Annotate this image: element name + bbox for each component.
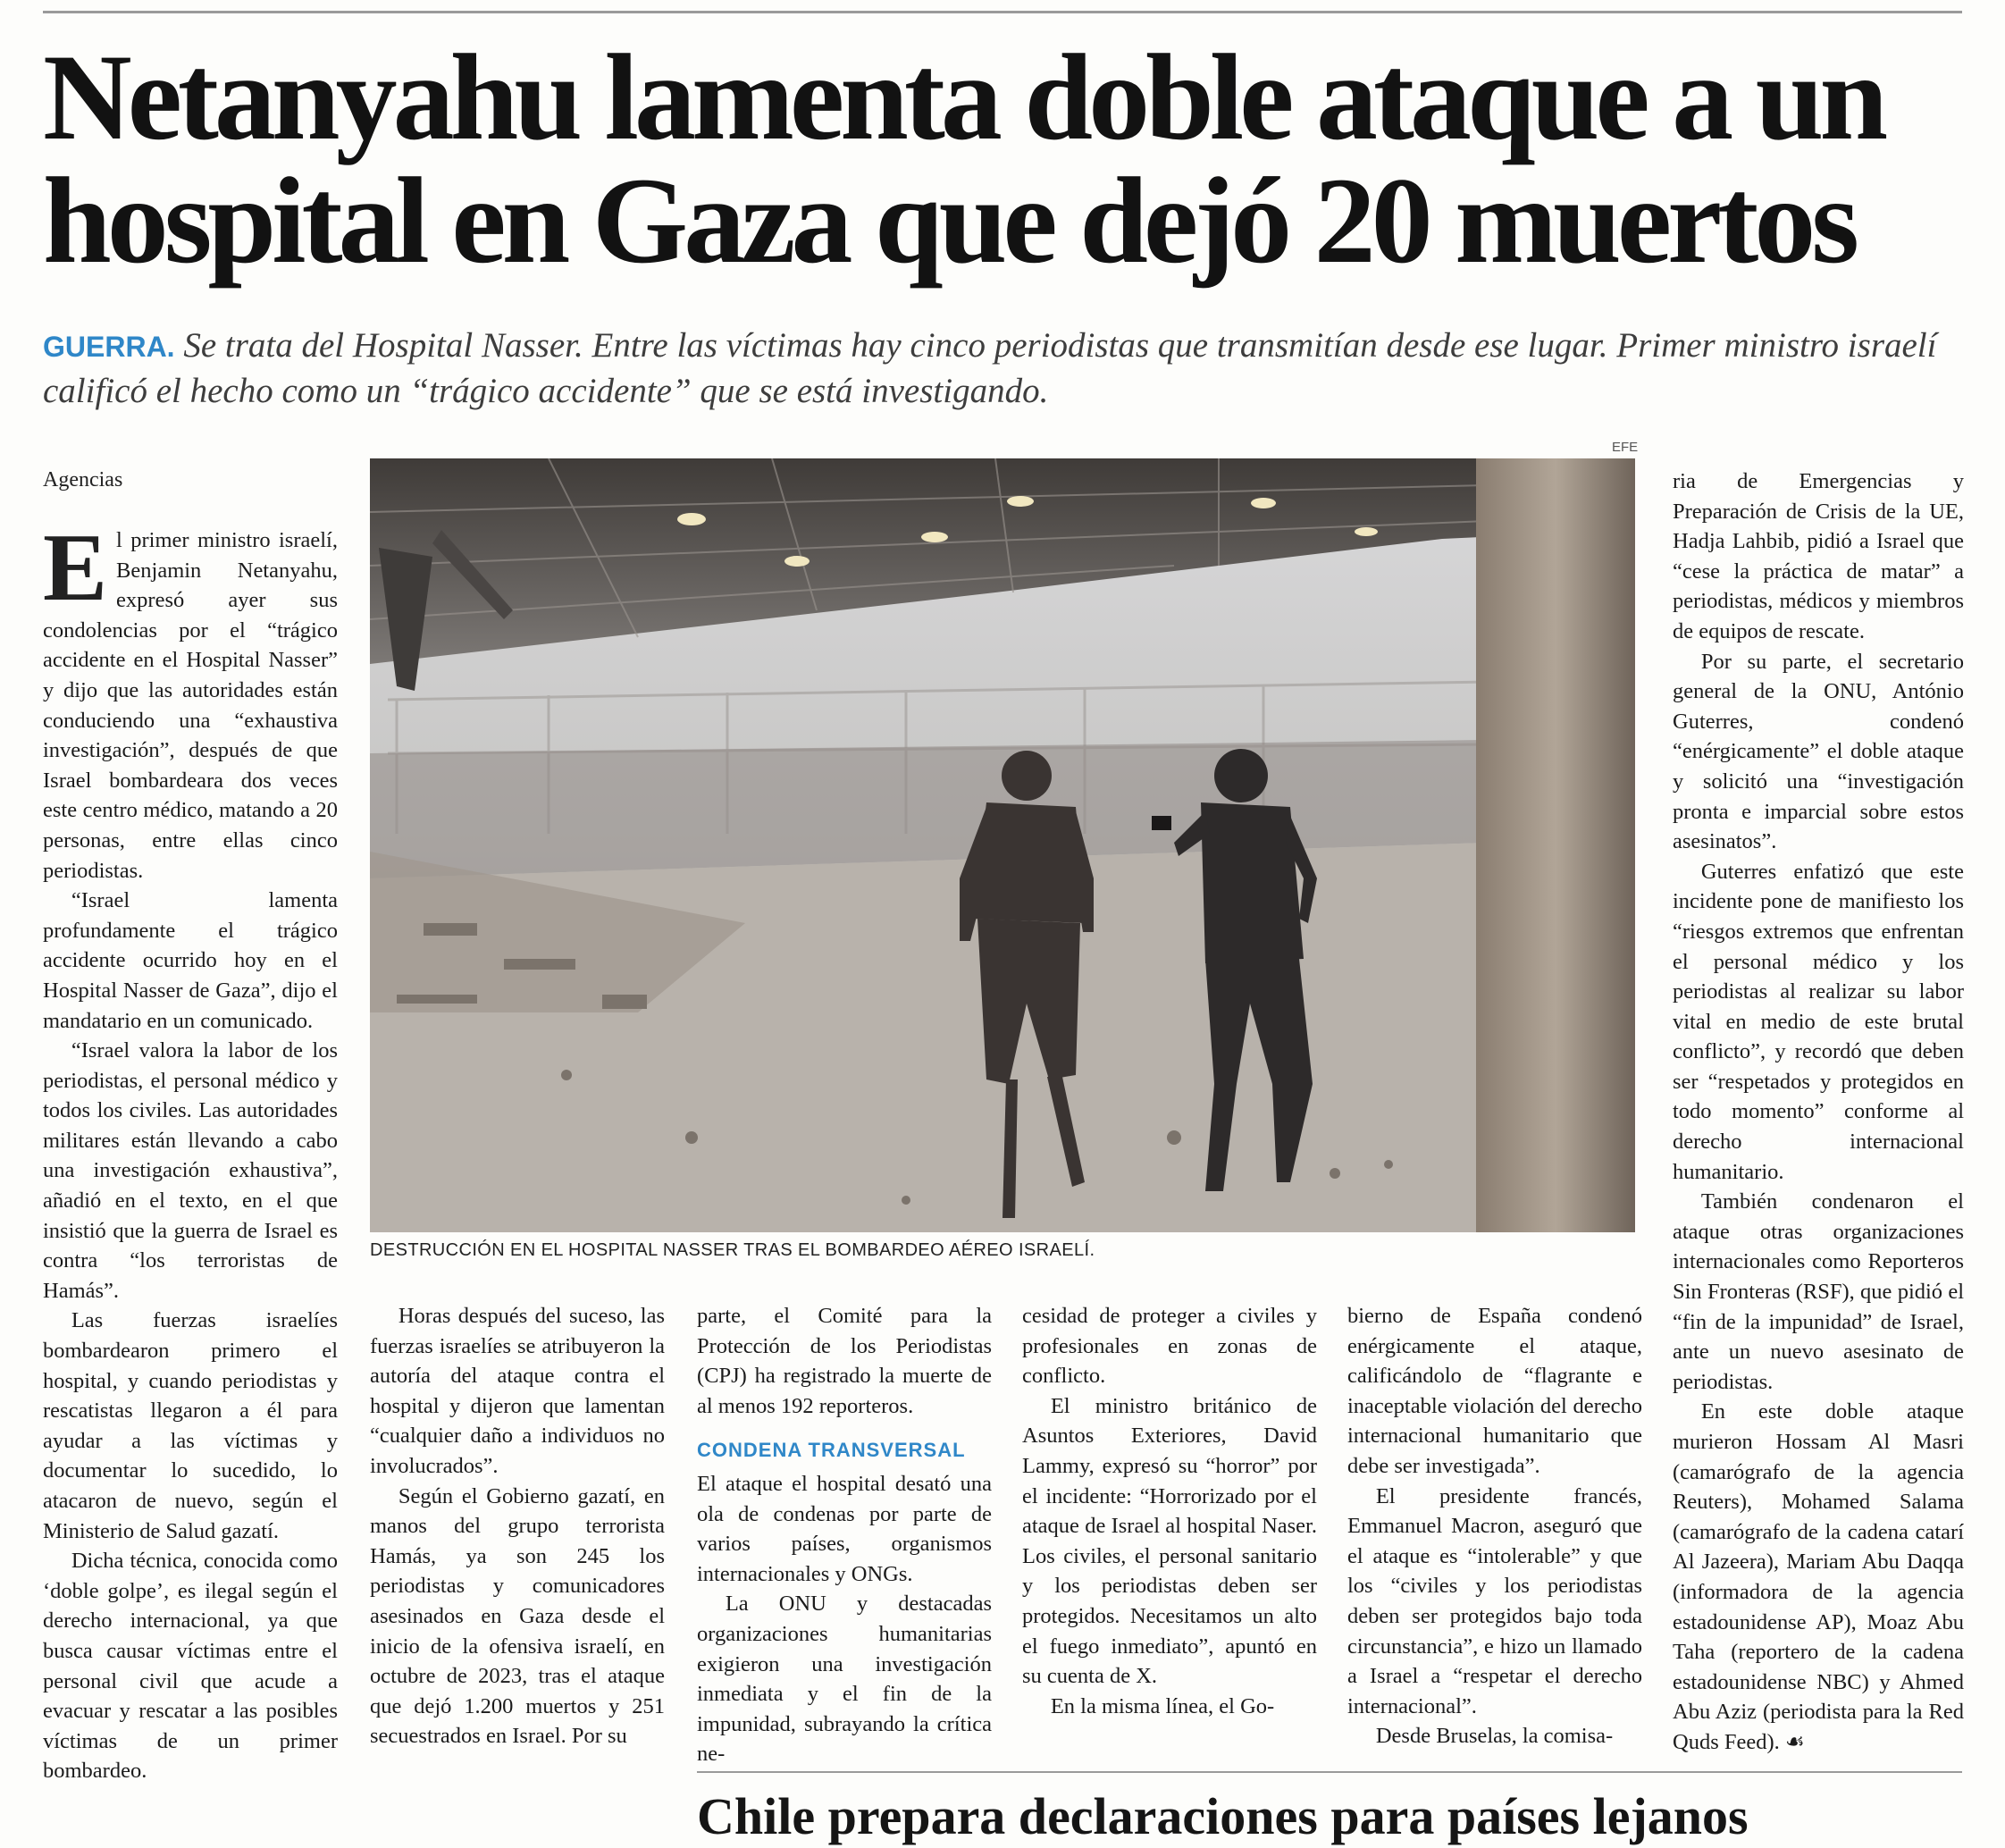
paragraph: Horas después del suceso, las fuerzas israelíes se atribuyeron la autoría del ataque contra el hospital y dijeron que lamentan “cualquier daño a individuos no involucrados”. [370, 1304, 665, 1478]
paragraph: “Israel valora la labor de los periodistas, el personal médico y todos los civiles. Las autoridades militares están llevando a cabo una investigación exhaustiva”, añadió en el texto, en el que insistió que la guerra de Israel es contra “los terroristas de Hamás”. [43, 1038, 338, 1303]
column-1 [43, 515, 338, 1786]
paragraph: También condenaron el ataque otras organizaciones internacionales como Reporteros Sin Fronteras (RSF), que pidió el “fin de la impunidad” de Israel, ante un nuevo asesinato de periodistas. [1673, 1189, 1964, 1394]
paragraph: parte, el Comité para la Protección de los Periodistas (CPJ) ha registrado la muerte de al menos 192 reporteros. [697, 1304, 992, 1418]
paragraph: Dicha técnica, conocida como ‘doble golpe’, es ilegal según el derecho internacional, ya que busca causar víctimas entre el personal civil que acude a evacuar y rescatar a las posibles víctimas de un primer bombardeo. [43, 1549, 338, 1784]
deck [43, 323, 1973, 414]
photo-credit: EFE [1612, 440, 1639, 455]
column-2 [370, 1301, 665, 1751]
end-mark-icon: ☙ [1784, 1729, 1805, 1754]
drop-cap: E [43, 515, 108, 621]
paragraph: Según el Gobierno gazatí, en manos del grupo terrorista Hamás, ya son 245 los periodistas y comunicadores asesinados en Gaza desde el inicio de la ofensiva israelí, en octubre de 2023, tras el ataque que dejó 1.200 muertos y 251 secuestrados en Israel. Por su [370, 1483, 665, 1749]
paragraph: Las fuerzas israelíes bombardearon primero el hospital, y cuando periodistas y rescatistas llegaron a él para ayudar a las víctimas y documentar lo sucedido, lo atacaron de nuevo, según el Ministerio de Salud gazatí. [43, 1308, 338, 1543]
paragraph: La ONU y destacadas organizaciones humanitarias exigieron una investigación inmediata y el fin de la impunidad, subrayando la crítica ne- [697, 1592, 992, 1767]
paragraph: “Israel lamenta profundamente el trágico accidente ocurrido hoy en el Hospital Nasser de Gaza”, dijo el mandatario en un comunicado. [43, 888, 338, 1033]
paragraph: ria de Emergencias y Preparación de Crisis de la UE, Hadja Lahbib, pidió a Israel que “cese la práctica de matar” a periodistas, médicos y miembros de equipos de rescate. [1673, 469, 1964, 643]
subhead: CONDENA TRANSVERSAL [697, 1439, 966, 1462]
top-rule [43, 11, 1962, 13]
column-4 [1022, 1301, 1317, 1721]
paragraph: El primer ministro israelí, Benjamin Netanyahu, expresó ayer sus condolencias por el “trágico accidente en el Hospital Nasser” y dijo que las autoridades están conduciendo una “exhaustiva investigación”, después de que Israel bombardeara dos veces este centro médico, matando a 20 personas, entre ellas cinco periodistas. [43, 515, 338, 883]
next-article-headline: Chile prepara declaraciones para países lejanos [697, 1787, 1749, 1845]
photo-caption: DESTRUCCIÓN EN EL HOSPITAL NASSER TRAS EL BOMBARDEO AÉREO ISRAELÍ. [370, 1240, 1095, 1260]
news-photo [370, 458, 1635, 1232]
column-5 [1347, 1301, 1642, 1751]
paragraph: El ministro británico de Asuntos Exteriores, David Lammy, expresó su “horror” por el incidente: “Horrorizado por el ataque de Israel al hospital Naser. Los civiles, el personal sanitario y los periodistas deben ser protegidos. Necesitamos un alto el fuego inmediato”, apuntó en su cuenta de X. [1022, 1393, 1317, 1689]
paragraph: cesidad de proteger a civiles y profesionales en zonas de conflicto. [1022, 1304, 1317, 1389]
paragraph: Guterres enfatizó que este incidente pone de manifiesto los “riesgos extremos que enfrentan el personal médico y los periodistas al realizar su labor vital en medio de este brutal conflicto”, y recordó que deben ser “respetados y protegidos en todo momento” conforme al derecho internacional humanitario. [1673, 859, 1964, 1184]
kicker: GUERRA. [43, 331, 175, 363]
paragraph: Desde Bruselas, la comisa- [1375, 1724, 1614, 1749]
column-3 [697, 1301, 992, 1769]
column-6 [1673, 466, 1964, 1758]
byline: Agencias [43, 468, 123, 491]
bottom-rule [697, 1771, 1962, 1773]
deck-text: Se trata del Hospital Nasser. Entre las víctimas hay cinco periodistas que transmitían desde ese lugar. Primer ministro israelí calificó el hecho como un “trágico accidente” que se está investigando. [43, 326, 1937, 410]
paragraph: En la misma línea, el Go- [1050, 1693, 1275, 1718]
paragraph: bierno de España condenó enérgicamente el ataque, calificándolo de “flagrante e inaceptable violación del derecho internacional humanitario que debe ser investigada”. [1347, 1304, 1642, 1478]
paragraph: El presidente francés, Emmanuel Macron, aseguró que el ataque es “intolerable” y que los “civiles y los periodistas deben ser protegidos bajo toda circunstancia”, e hizo un llamado a Israel a “respetar el derecho internacional”. [1347, 1483, 1642, 1718]
paragraph: Por su parte, el secretario general de la ONU, António Guterres, condenó “enérgicamente” el doble ataque y solicitó una “investigación pronta e imparcial sobre estos asesinatos”. [1673, 649, 1964, 854]
paragraph: En este doble ataque murieron Hossam Al Masri (camarógrafo de la agencia Reuters), Mohamed Salama (camarógrafo de la cadena catarí Al Jazeera), Mariam Abu Daqqa (informadora de la agencia estadounidense AP), Moaz Abu Taha (reportero de la cadena estadounidense NBC) y Ahmed Abu Aziz (periodista para la Red Quds Feed). ☙ [1673, 1399, 1964, 1754]
headline: Netanyahu lamenta doble ataque a un hospital en Gaza que dejó 20 muertos [43, 29, 1884, 289]
paragraph: El ataque el hospital desató una ola de condenas por parte de varios países, organismos internacionales y ONGs. [697, 1471, 992, 1586]
